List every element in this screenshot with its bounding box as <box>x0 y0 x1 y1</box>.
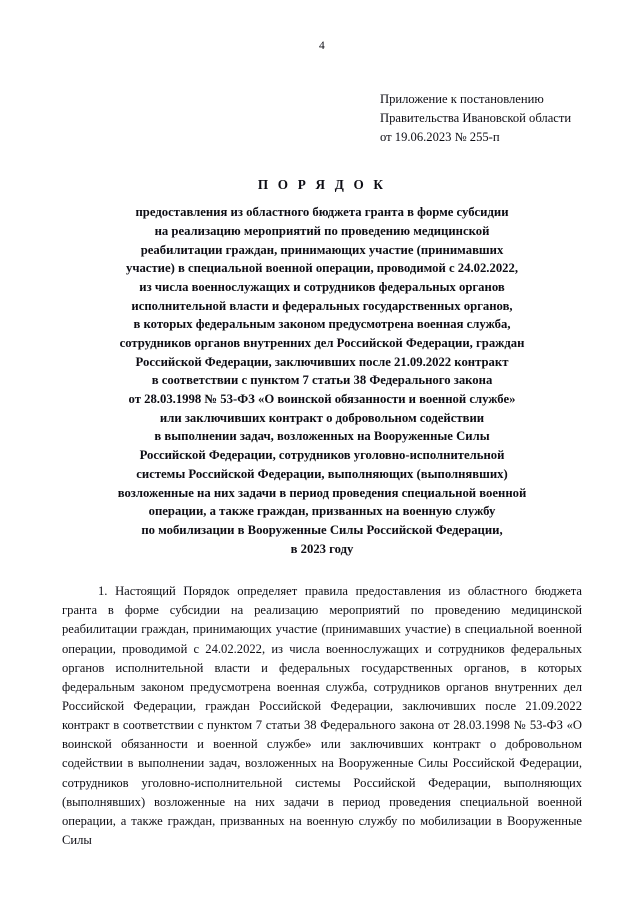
appendix-line-1: Приложение к постановлению <box>380 92 544 106</box>
title-line: в соответствии с пунктом 7 статьи 38 Федерального закона <box>151 373 493 388</box>
paragraph-1: 1. Настоящий Порядок определяет правила предоставления из областного бюджета гранта в форме субсидии на реализацию мероприятий по проведению медицинской реабилитации граждан, принимающих участие (принимавших участие) в специальной военной операции, проводимой с 24.02.2022, из числа военнослужащих и сотрудников федеральных органов исполнительной власти и федеральных государственных органов, в которых федеральным законом предусмотрена военная служба, сотрудников органов внутренних дел Российской Федерации, граждан Российской Федерации, заключивших после 21.09.2022 контракт в соответствии с пунктом 7 статьи 38 Федерального закона от 28.03.1998 № 53-ФЗ «О воинской обязанности и военной службе» или заключивших контракт о добровольном содействии в выполнении задач, возложенных на Вооруженные Силы Российской Федерации, сотрудников уголовно-исполнительной системы Российской Федерации, выполняющих (выполнявших) возложенные на них задачи в период проведения специальной военной операции, а также граждан, призванных на военную службу по мобилизации в Вооруженные Силы <box>62 584 582 848</box>
title-line: операции, а также граждан, призванных на военную службу <box>148 504 496 519</box>
page-title: П О Р Я Д О К <box>257 177 387 193</box>
title-line: Российской Федерации, заключивших после 21.09.2022 контракт <box>135 354 509 369</box>
title-line: предоставления из областного бюджета гранта в форме субсидии <box>135 205 509 220</box>
title-line: по мобилизации в Вооруженные Силы Российской Федерации, <box>141 522 503 537</box>
title-line: участие) в специальной военной операции, проводимой с 24.02.2022, <box>125 261 519 276</box>
page-number: 4 <box>319 40 325 52</box>
title-line: системы Российской Федерации, выполняющих (выполнявших) <box>136 466 508 481</box>
title-line: от 28.03.1998 № 53-ФЗ «О воинской обязанности и военной службе» <box>128 392 516 407</box>
title-line: возложенные на них задачи в период проведения специальной военной <box>117 485 527 500</box>
title-line: в выполнении задач, возложенных на Вооруженные Силы <box>154 429 490 444</box>
title-line: реабилитации граждан, принимающих участие (принимавших <box>140 242 504 257</box>
appendix-line-3: от 19.06.2023 № 255-п <box>380 130 500 145</box>
title-line: на реализацию мероприятий по проведению медицинской <box>154 224 490 239</box>
title-line: Российской Федерации, сотрудников уголовно-исполнительной <box>139 448 505 463</box>
title-line: исполнительной власти и федеральных государственных органов, <box>131 298 513 313</box>
title-line: в 2023 году <box>290 541 354 556</box>
appendix-reference <box>380 90 582 147</box>
appendix-line-2: Правительства Ивановской области <box>380 111 572 126</box>
document-title-block <box>62 177 582 558</box>
title-line: в которых федеральным законом предусмотрена военная служба, <box>133 317 511 332</box>
title-subtitle <box>62 203 582 558</box>
title-line: из числа военнослужащих и сотрудников федеральных органов <box>139 280 505 295</box>
title-line: или заключивших контракт о добровольном содействии <box>159 410 485 425</box>
title-line: сотрудников органов внутренних дел Российской Федерации, граждан <box>119 336 525 351</box>
